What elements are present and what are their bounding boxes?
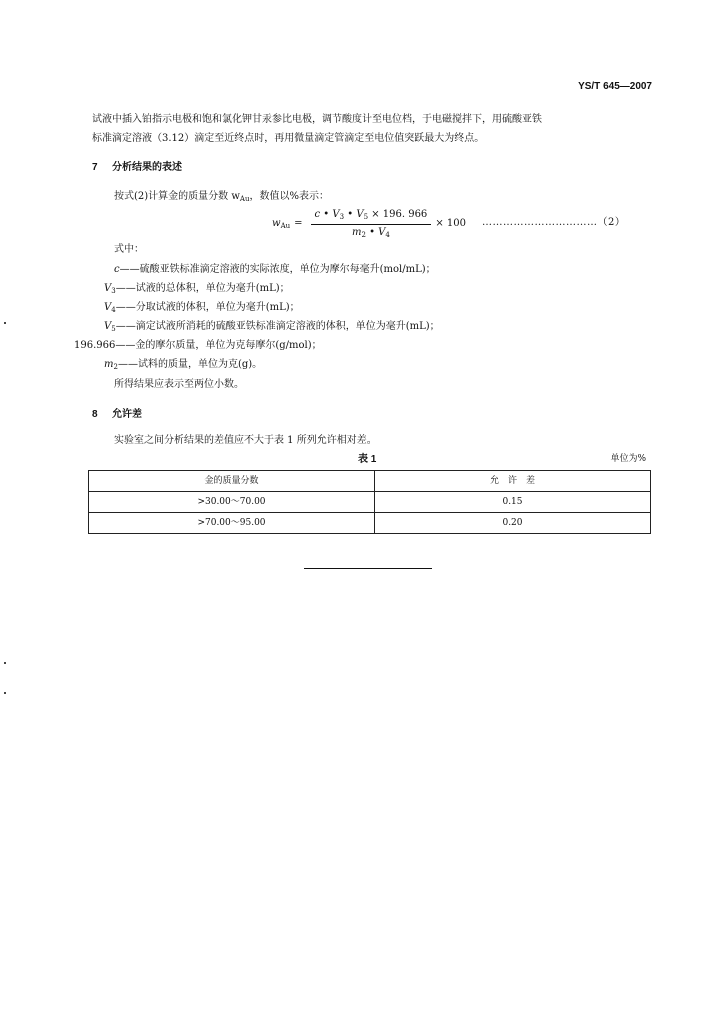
cell-range: >70.00～95.00 (89, 513, 375, 534)
formula-numerator: c • $V_3$ • $V_5 \times 196$. 966 (311, 208, 432, 225)
scan-speck (4, 322, 6, 324)
end-rule (304, 568, 432, 569)
table-row (89, 513, 651, 534)
section-8-heading (92, 408, 142, 422)
scan-speck (4, 662, 6, 664)
definition-c: c——硫酸亚铁标准滴定溶液的实际浓度，单位为摩尔每毫升(mol/mL)； (114, 264, 436, 275)
formula-times: × 100 (435, 218, 466, 229)
lead-tail: ，数值以%表示： (249, 191, 329, 202)
definition-v3: $V_3——$试液的总体积，单位为毫升(mL)； (104, 283, 290, 295)
table-unit: 单位为% (610, 454, 646, 464)
formula-lhs: $w_{Au}$ (272, 217, 291, 230)
header-tolerance: 允 许 差 (375, 471, 651, 492)
where-label: 式中： (114, 244, 144, 255)
section-7-title: 分析结果的表述 (112, 162, 182, 173)
section-8-title: 允许差 (112, 409, 142, 420)
formula-fraction (311, 208, 432, 241)
definition-molar-mass: 196.966——金的摩尔质量，单位为克每摩尔(g/mol)； (74, 340, 322, 351)
scan-speck (4, 692, 6, 694)
cell-tolerance: 0.15 (375, 492, 651, 513)
formula-2 (272, 206, 466, 242)
standard-number: YS/T 645—2007 (578, 81, 652, 92)
table-title: 表 1 (358, 454, 377, 465)
section-7-lead (114, 190, 329, 205)
lead-text: 按式(2)计算金的质量分数 w (114, 191, 240, 202)
table-row (89, 492, 651, 513)
section-7-number: 7 (92, 162, 98, 173)
section-8-lead: 实验室之间分析结果的差值应不大于表 1 所列允许相对差。 (114, 435, 377, 446)
intro-line-1: 试液中插入铂指示电极和饱和氯化钾甘汞参比电极，调节酸度计至电位档，于电磁搅拌下，用硫酸亚铁 (92, 114, 542, 125)
section-8-number: 8 (92, 409, 98, 420)
definition-v4: $V_4——$分取试液的体积，单位为毫升(mL)； (104, 302, 300, 314)
definition-m2: $m_2——$试料的质量，单位为克(g)。 (104, 359, 263, 371)
equation-number: ……………………………（2） (482, 217, 626, 228)
definition-v5: $V_5——$滴定试液所消耗的硫酸亚铁标准滴定溶液的体积，单位为毫升(mL)； (104, 321, 440, 333)
header-gold-fraction: 金的质量分数 (89, 471, 375, 492)
cell-tolerance: 0.20 (375, 513, 651, 534)
table-header-row (89, 471, 651, 492)
lead-subscript: Au (239, 195, 250, 203)
intro-line-2: 标准滴定溶液（3.12）滴定至近终点时，再用微量滴定管滴定至电位值突跃最大为终点。 (92, 133, 485, 144)
cell-range: >30.00～70.00 (89, 492, 375, 513)
formula-equals: = (294, 218, 303, 229)
formula-denominator: $m_2$ • $V_4$ (351, 226, 390, 239)
section-7-heading (92, 161, 182, 175)
rounding-note: 所得结果应表示至两位小数。 (114, 379, 244, 390)
tolerance-table (88, 470, 651, 534)
